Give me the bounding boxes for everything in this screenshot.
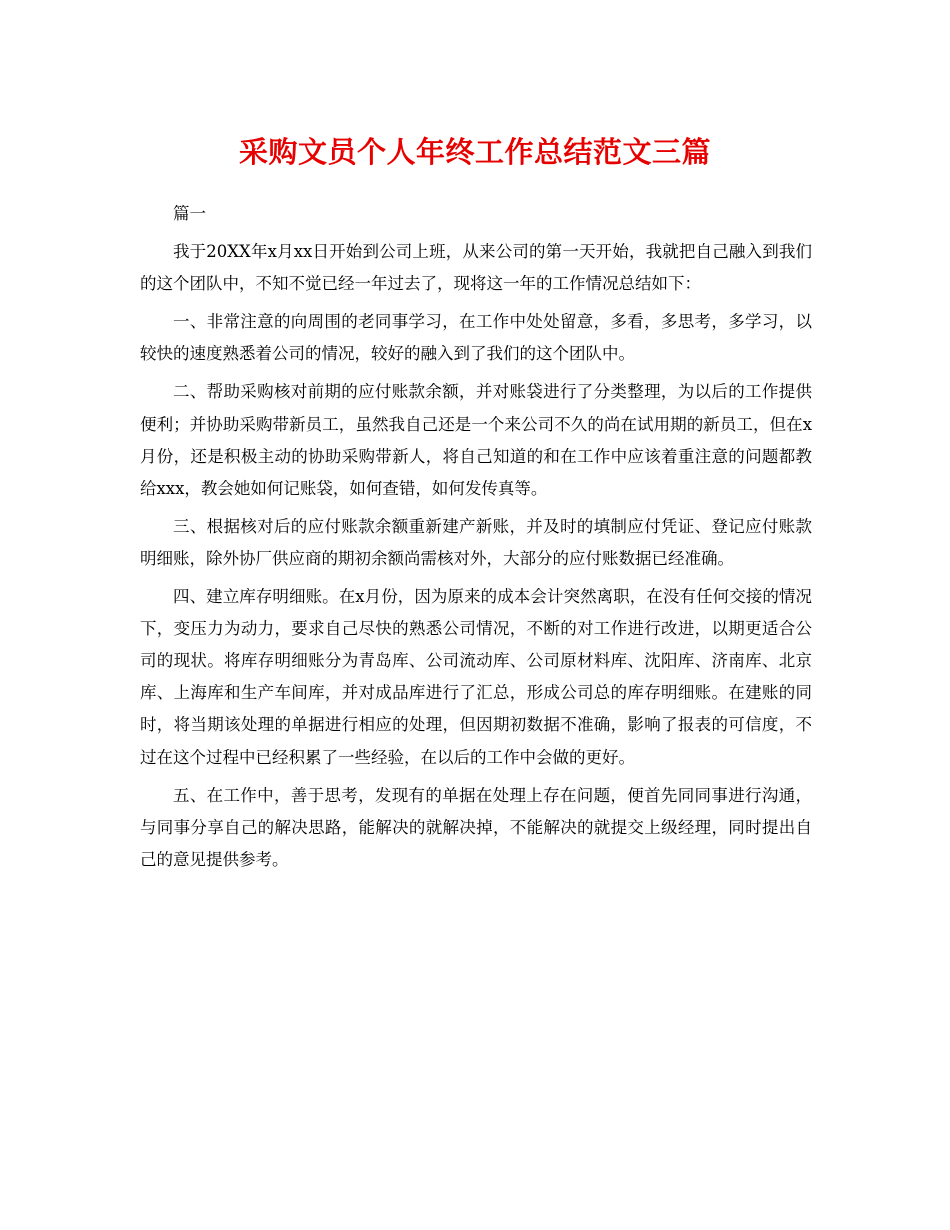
paragraph-intro: 我于20XX年x月xx日开始到公司上班，从来公司的第一天开始，我就把自己融入到我们的这个团队中，不知不觉已经一年过去了，现将这一年的工作情况总结如下： [140,242,812,294]
paragraph-section-label: 篇一 [173,204,206,223]
document-title: 采购文员个人年终工作总结范文三篇 [238,135,711,169]
paragraph-item-5: 五、在工作中，善于思考，发现有的单据在处理上存在问题，便首先同同事进行沟通，与同事分享自己的解决思路，能解决的就解决掉，不能解决的就提交上级经理，同时提出自己的意见提供参考。 [140,785,812,869]
paragraph-item-4: 四、建立库存明细账。在x月份，因为原来的成本会计突然离职，在没有任何交接的情况下，变压力为动力，要求自己尽快的熟悉公司情况，不断的对工作进行改进，以期更适合公司的现状。将库存明细账分为青岛库、公司流动库、公司原材料库、沈阳库、济南库、北京库、上海库和生产车间库，并对成品库进行了汇总，形成公司总的库存明细账。在建账的同时，将当期该处理的单据进行相应的处理，但因期初数据不准确，影响了报表的可信度，不过在这个过程中已经积累了一些经验，在以后的工作中会做的更好。 [140,587,812,767]
paragraph-item-1: 一、非常注意的向周围的老同事学习，在工作中处处留意，多看，多思考，多学习，以较快的速度熟悉着公司的情况，较好的融入到了我们的这个团队中。 [140,312,812,364]
paragraph-item-3: 三、根据核对后的应付账款余额重新建产新账，并及时的填制应付凭证、登记应付账款明细账，除外协厂供应商的期初余额尚需核对外，大部分的应付账数据已经准确。 [140,516,812,568]
document-body [140,198,812,882]
paragraph-item-2: 二、帮助采购核对前期的应付账款余额，并对账袋进行了分类整理，为以后的工作提供便利；并协助采购带新员工，虽然我自己还是一个来公司不久的尚在试用期的新员工，但在x月份，还是积极主动的协助采购带新人，将自己知道的和在工作中应该着重注意的问题都教给xxx，教会她如何记账袋，如何查错，如何发传真等。 [140,382,812,498]
